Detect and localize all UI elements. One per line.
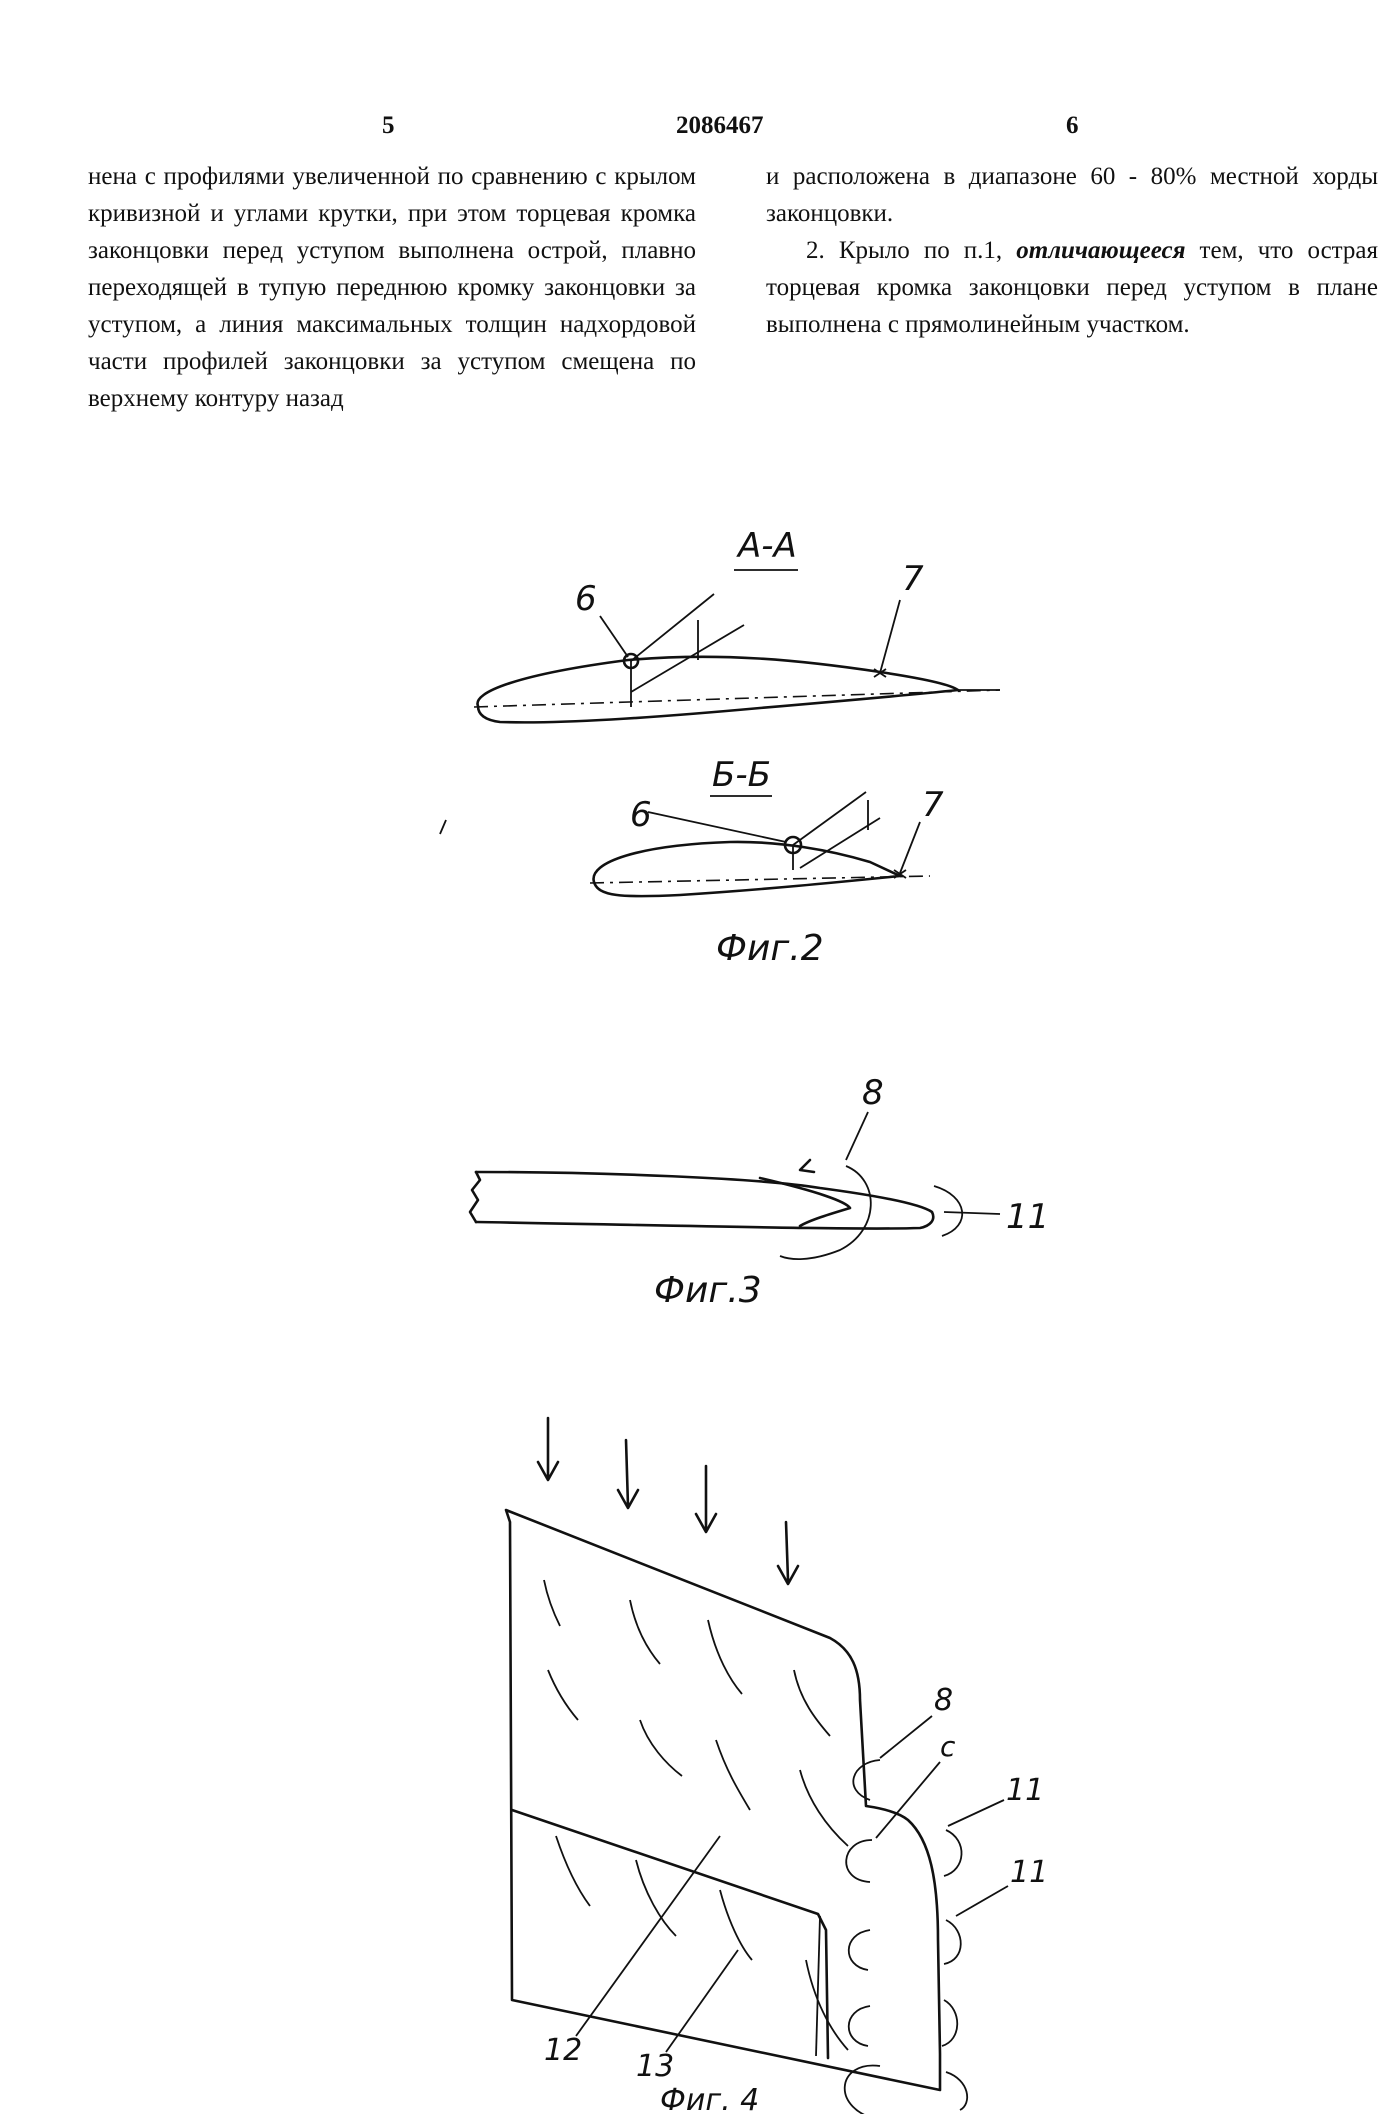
figure-2-caption: Фиг.2 bbox=[716, 928, 824, 969]
leader-6-aa bbox=[600, 616, 628, 657]
section-bb-label: Б-Б bbox=[712, 755, 771, 795]
profile-bb bbox=[594, 842, 900, 896]
vortex-8-arrowhead bbox=[800, 1160, 814, 1172]
leader-6-bb bbox=[648, 812, 786, 842]
label-6-aa: 6 bbox=[575, 579, 597, 619]
surface-arrow bbox=[630, 1600, 660, 1664]
flow-arrow-4 bbox=[778, 1522, 798, 1584]
label-6-bb: 6 bbox=[630, 795, 652, 835]
claim-2-start: 2. Крыло по п.1, bbox=[806, 237, 1003, 264]
vortex bbox=[849, 2006, 870, 2046]
figure-3 bbox=[470, 1073, 1049, 1311]
label-13-fig4: 13 bbox=[636, 2049, 675, 2084]
dimension-line-1-bb bbox=[793, 792, 866, 845]
leader-11b-fig4 bbox=[956, 1886, 1008, 1916]
surface-arrow bbox=[544, 1580, 560, 1626]
wing-tip-planform bbox=[506, 1510, 940, 2090]
vortex-c-fig4 bbox=[846, 1840, 872, 1882]
vortex-11a bbox=[944, 1830, 962, 1876]
surface-arrow bbox=[794, 1670, 830, 1736]
surface-arrow bbox=[548, 1670, 578, 1720]
leader-7-aa bbox=[880, 600, 900, 673]
stray-mark bbox=[440, 820, 446, 834]
surface-flow-arrows bbox=[544, 1580, 848, 2050]
leader-7-bb bbox=[900, 822, 920, 873]
patent-number: 2086467 bbox=[676, 112, 764, 139]
vortex-8-fig4 bbox=[853, 1760, 880, 1800]
label-11-fig3: 11 bbox=[1006, 1197, 1050, 1237]
leader-13-fig4 bbox=[666, 1950, 738, 2052]
label-11b-fig4: 11 bbox=[1010, 1855, 1049, 1890]
flow-arrow-1 bbox=[538, 1418, 558, 1480]
flow-arrow-3 bbox=[696, 1466, 716, 1532]
tip-vortices bbox=[845, 1760, 967, 2114]
label-12-fig4: 12 bbox=[544, 2033, 583, 2068]
vortex bbox=[946, 2072, 967, 2110]
profile-aa bbox=[478, 657, 958, 723]
leader-11a-fig4 bbox=[948, 1800, 1004, 1826]
figure-3-caption: Фиг.3 bbox=[654, 1270, 762, 1311]
section-aa-label: А-А bbox=[738, 526, 797, 566]
claim-2-emphasis: отличающееся bbox=[1016, 237, 1186, 264]
flow-arrow-2 bbox=[618, 1440, 638, 1508]
figure-2 bbox=[440, 526, 1000, 969]
label-8-fig3: 8 bbox=[862, 1073, 884, 1113]
leader-c-fig4 bbox=[876, 1762, 940, 1838]
leader-11-fig3 bbox=[944, 1212, 1000, 1214]
page-number-left: 5 bbox=[382, 112, 395, 139]
claim-2-end: тем, что острая торцевая кромка законцовки перед уступом в плане выполнена с прямолинейным участком. bbox=[766, 237, 1378, 338]
surface-arrow bbox=[716, 1740, 750, 1810]
label-7-bb: 7 bbox=[922, 785, 944, 825]
figure-4-caption: Фиг. 4 bbox=[660, 2083, 760, 2114]
surface-arrow bbox=[556, 1836, 590, 1906]
figure-4 bbox=[506, 1418, 1048, 2114]
label-11a-fig4: 11 bbox=[1006, 1773, 1045, 1808]
aileron-side bbox=[816, 1916, 820, 2056]
vortex-11b bbox=[944, 1920, 961, 1964]
wing-break-line bbox=[470, 1172, 480, 1222]
label-c-fig4: с bbox=[940, 1730, 956, 1763]
vortex bbox=[849, 1930, 870, 1970]
surface-arrow bbox=[708, 1620, 742, 1694]
surface-arrow bbox=[640, 1720, 682, 1776]
vortex bbox=[942, 2000, 957, 2046]
surface-arrow bbox=[720, 1890, 752, 1960]
left-column-text: нена с профилями увеличенной по сравнению с крылом кривизной и углами крутки, при этом торцевая кромка законцовки перед уступом выполнена острой, плавно переходящей в тупую переднюю кромку законцовки за уступом, а линия максимальных толщин надхордовой части профилей законцовки за уступом смещена по верхнему контуру назад bbox=[88, 163, 696, 412]
vortex-8-fig3 bbox=[780, 1166, 871, 1259]
surface-arrow bbox=[800, 1770, 848, 1846]
claim-1-ending: и расположена в диапазоне 60 - 80% местной хорды законцовки. bbox=[766, 163, 1378, 227]
chord-line-aa bbox=[474, 690, 1000, 707]
label-7-aa: 7 bbox=[902, 559, 924, 599]
leader-8-fig3 bbox=[846, 1112, 868, 1160]
page-number-right: 6 bbox=[1066, 112, 1079, 139]
leader-8-fig4 bbox=[880, 1716, 932, 1758]
vortex-11-fig3 bbox=[934, 1186, 962, 1236]
label-8-fig4: 8 bbox=[934, 1683, 954, 1718]
